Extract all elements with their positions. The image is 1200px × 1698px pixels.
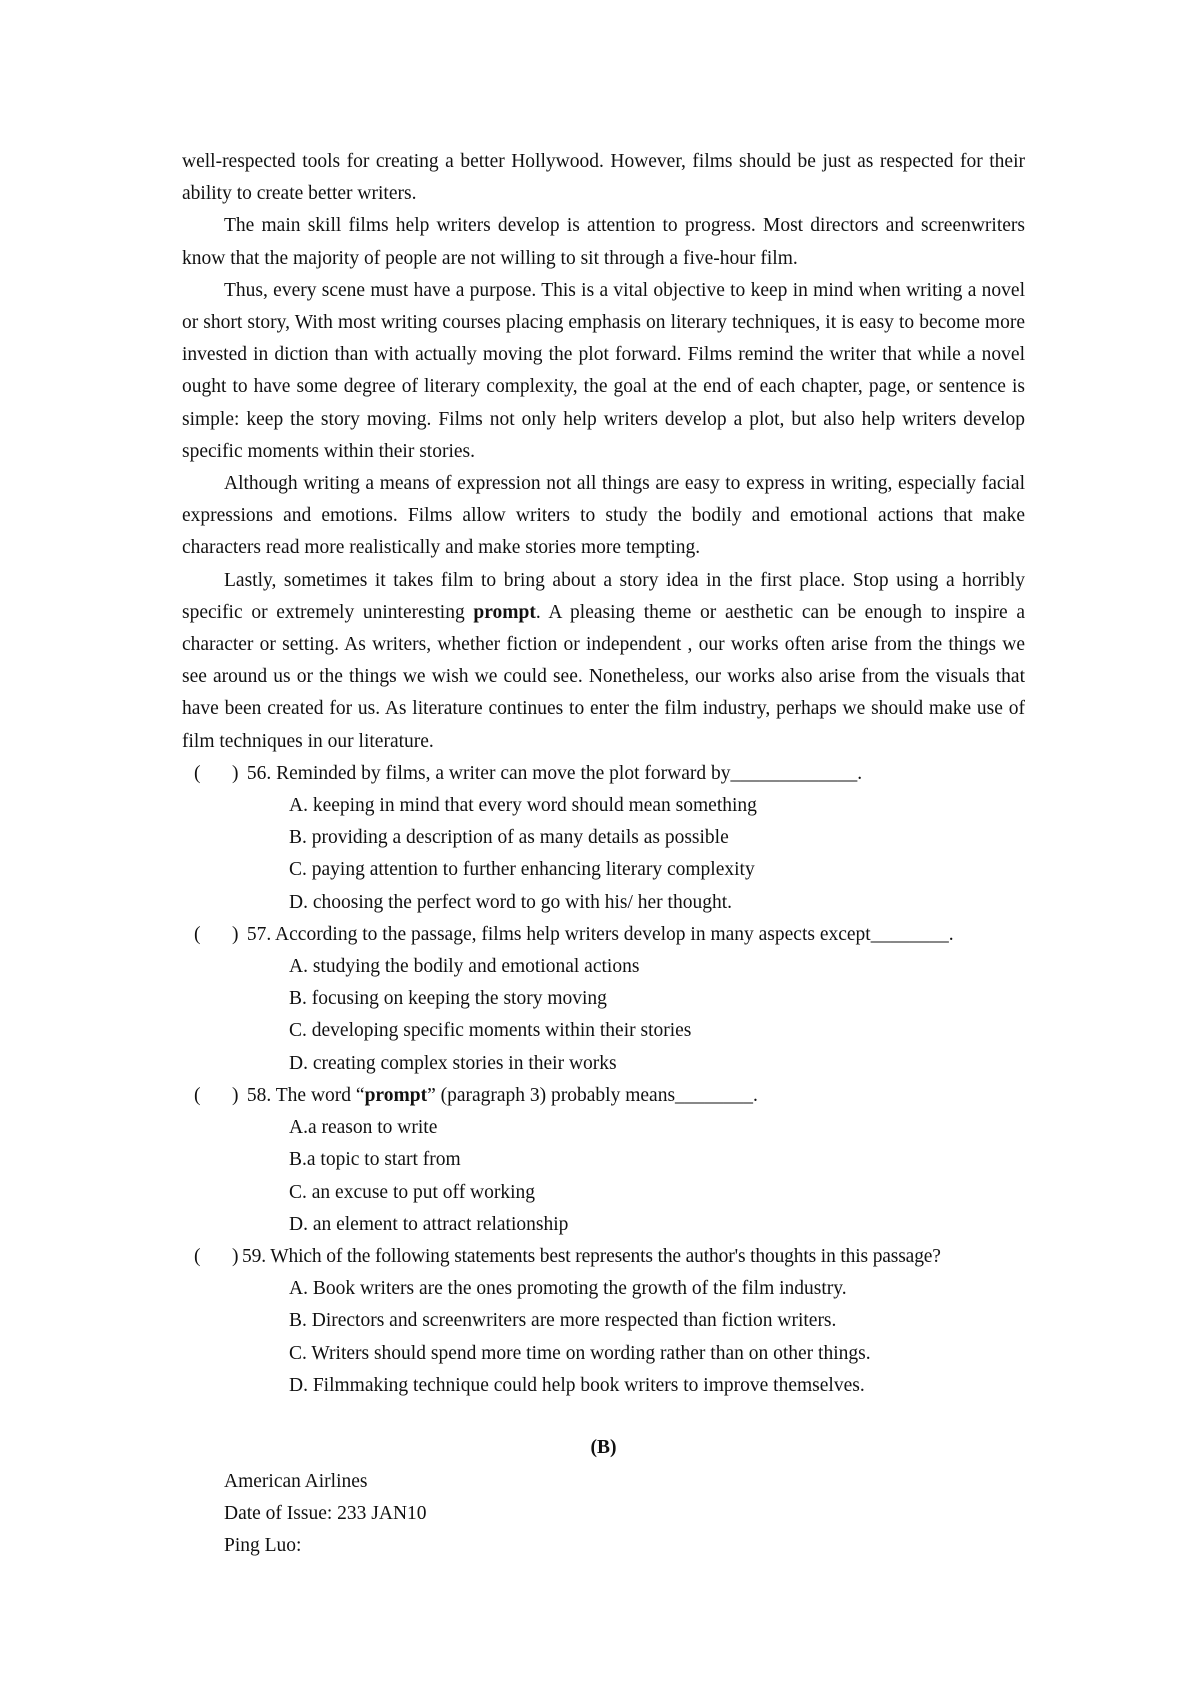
answer-blank[interactable]: ( ) bbox=[194, 762, 239, 784]
ticket-line-date: Date of Issue: 233 JAN10 bbox=[224, 1503, 427, 1525]
p5-text-before: Lastly, sometimes it takes film to bring about a story idea in the first place. Stop using a horribly specific or extremely uninteresting bbox=[182, 569, 1025, 623]
answer-blank[interactable]: ( ) bbox=[194, 1245, 239, 1267]
ticket-line-airline: American Airlines bbox=[224, 1470, 368, 1492]
passage-paragraph-4: Although writing a means of expression not all things are easy to express in writing, especially facial expressions and emotions. Films allow writers to study the bodily and emotional actions that make characters read more realistically and make stories more tempting. bbox=[182, 473, 1025, 559]
option-c: C. an excuse to put off working bbox=[289, 1181, 536, 1203]
question-stem bbox=[182, 1080, 1025, 1112]
section-heading: (B) bbox=[590, 1436, 617, 1458]
question-text-before: 58. The word “ bbox=[242, 1084, 365, 1106]
question-text: 57. According to the passage, films help writers develop in many aspects except________. bbox=[242, 923, 954, 945]
answer-blank[interactable]: ( ) bbox=[194, 923, 239, 945]
option-c: C. developing specific moments within their stories bbox=[289, 1020, 692, 1042]
question-text-after: ” (paragraph 3) probably means________. bbox=[427, 1084, 758, 1106]
question-text: 56. Reminded by films, a writer can move the plot forward by_____________. bbox=[242, 762, 863, 784]
option-d: D. an element to attract relationship bbox=[289, 1213, 569, 1235]
question-56 bbox=[182, 758, 1025, 919]
answer-blank[interactable]: ( ) bbox=[194, 1084, 239, 1106]
option-b: B. focusing on keeping the story moving bbox=[289, 988, 607, 1010]
question-stem bbox=[182, 1241, 1025, 1273]
option-d: D. creating complex stories in their works bbox=[289, 1052, 617, 1074]
option-a: A.a reason to write bbox=[289, 1117, 438, 1139]
question-57 bbox=[182, 919, 1025, 1080]
option-b: B. Directors and screenwriters are more respected than fiction writers. bbox=[289, 1310, 837, 1332]
option-a: A. Book writers are the ones promoting the growth of the film industry. bbox=[289, 1278, 847, 1300]
passage-paragraph-2: The main skill films help writers develop is attention to progress. Most directors and screenwriters know that the majority of people are not willing to sit through a five-hour film. bbox=[182, 215, 1025, 269]
option-d: D. choosing the perfect word to go with his/ her thought. bbox=[289, 891, 733, 913]
passage-paragraph-5 bbox=[182, 565, 1025, 758]
option-c: C. Writers should spend more time on wording rather than on other things. bbox=[289, 1342, 871, 1364]
passage-paragraph-3: Thus, every scene must have a purpose. This is a vital objective to keep in mind when writing a novel or short story, With most writing courses placing emphasis on literary techniques, it is easy to become more invested in diction than with actually moving the plot forward. Films remind the writer that while a novel ought to have some degree of literary complexity, the goal at the end of each chapter, page, or sentence is simple: keep the story moving. Films not only help writers develop a plot, but also help writers develop specific moments within their stories. bbox=[182, 279, 1025, 462]
option-a: A. keeping in mind that every word should mean something bbox=[289, 795, 757, 817]
p5-bold-word: prompt bbox=[473, 601, 536, 623]
passage-paragraph-1: well-respected tools for creating a better Hollywood. However, films should be just as respected for their ability to create better writers. bbox=[182, 151, 1025, 205]
option-b: B. providing a description of as many details as possible bbox=[289, 827, 729, 849]
question-stem bbox=[182, 758, 1025, 790]
option-a: A. studying the bodily and emotional actions bbox=[289, 956, 640, 978]
question-bold-word: prompt bbox=[364, 1084, 428, 1106]
ticket-line-passenger: Ping Luo: bbox=[224, 1535, 302, 1557]
question-58 bbox=[182, 1080, 1025, 1241]
question-59 bbox=[182, 1241, 1025, 1402]
question-stem bbox=[182, 919, 1025, 951]
option-b: B.a topic to start from bbox=[289, 1149, 461, 1171]
option-d: D. Filmmaking technique could help book writers to improve themselves. bbox=[289, 1374, 865, 1396]
document-page bbox=[182, 146, 1025, 1563]
question-text: 59. Which of the following statements best represents the author's thoughts in this passage? bbox=[242, 1245, 941, 1267]
p5-text-after: . A pleasing theme or aesthetic can be enough to inspire a character or setting. As writers, whether fiction or independent , our works often arise from the things we see around us or the things we wish we could see. Nonetheless, our works also arise from the visuals that have been created for us. As literature continues to enter the film industry, perhaps we should make use of film techniques in our literature. bbox=[182, 601, 1025, 752]
option-c: C. paying attention to further enhancing literary complexity bbox=[289, 859, 755, 881]
